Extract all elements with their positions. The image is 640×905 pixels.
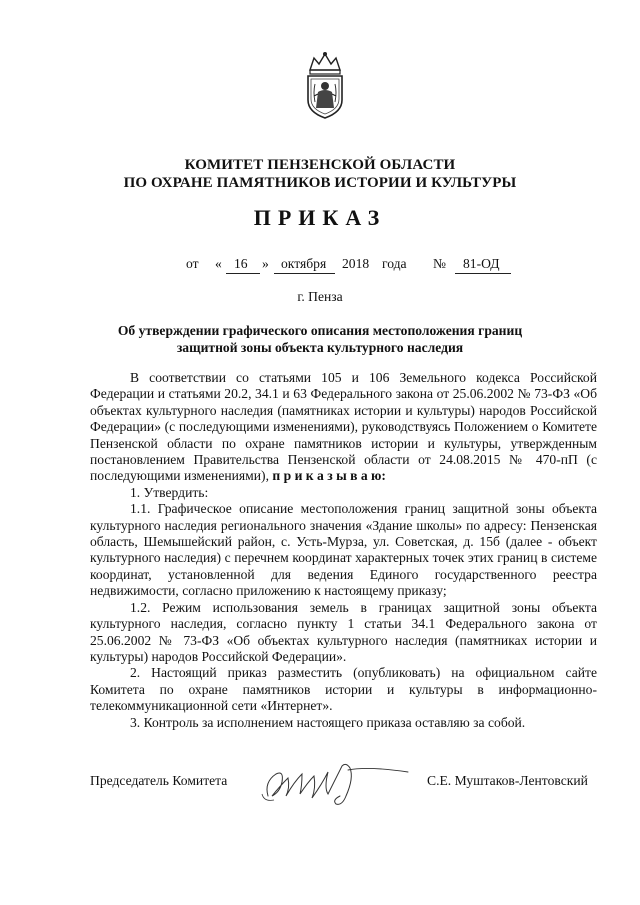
item-2: 2. Настоящий приказ разместить (опубликовать) на официальном сайте Комитета по охране памятников истории и культуры в информационно-телекоммуникационной сети «Интернет». (90, 665, 597, 714)
item-1-2: 1.2. Режим использования земель в границах защитной зоны объекта культурного наследия, согласно пункту 1 статьи 34.1 Федерального закона от 25.06.2002 № 73-ФЗ «Об объектах культурного наследия (памятниках истории и культуры) народов Российской Федерации». (90, 599, 597, 664)
handwritten-signature (258, 752, 418, 812)
date-month: октября (281, 256, 327, 271)
order-word: п р и к а з ы в а ю: (272, 468, 386, 484)
date-year: 2018 (342, 256, 370, 271)
document-body (90, 370, 597, 731)
from-label: от (186, 256, 199, 271)
item-1: 1. Утвердить: (130, 484, 209, 500)
document-subject: Об утверждении графического описания местоположения границ защитной зоны объекта культурного наследия (117, 323, 523, 355)
date-day: 16 (234, 256, 248, 271)
preamble-paragraph (90, 370, 597, 485)
signatory-position: Председатель Комитета (90, 773, 228, 788)
day-underline (226, 273, 260, 274)
document-type-title: ПРИКАЗ (253, 205, 387, 230)
quote-close: » (262, 256, 269, 271)
organization-name-line2: ПО ОХРАНЕ ПАМЯТНИКОВ ИСТОРИИ И КУЛЬТУРЫ (123, 175, 517, 191)
quote-open: « (215, 256, 222, 271)
coat-of-arms-icon (296, 50, 354, 122)
city-line: г. Пенза (297, 289, 343, 304)
number-sign: № (433, 256, 446, 271)
month-underline (274, 273, 335, 274)
item-1-1: 1.1. Графическое описание местоположения границ защитной зоны объекта культурного наследия регионального значения «Здание школы» по адресу: Пензенская область, Шемышейский район, с. Усть-Мурза, ул. Советская, д. 15б (далее - объект культурного наследия) с перечнем координат характерных точек этих границ в системе координат, установленной для ведения Единого государственного реестра недвижимости, согласно приложению к настоящему приказу; (90, 501, 597, 599)
item-3: 3. Контроль за исполнением настоящего приказа оставляю за собой. (130, 714, 526, 730)
document-number: 81-ОД (463, 256, 500, 271)
organization-name-line1: КОМИТЕТ ПЕНЗЕНСКОЙ ОБЛАСТИ (184, 157, 456, 173)
year-label: года (382, 256, 407, 271)
preamble-text: В соответствии со статьями 105 и 106 Земельного кодекса Российской Федерации и статьями 20.2, 34.1 и 63 Федерального закона от 25.06.2002 № 73-ФЗ «Об объектах культурного наследия (памятниках истории и культуры) народов Российской Федерации» (с последующими изменениями), руководствуясь Положением о Комитете Пензенской области по охране памятников истории и культуры, утвержденным постановлением Правительства Пензенской области от 24.08.2015 № 470-пП (с последующими изменениями), (90, 370, 597, 484)
signatory-name: С.Е. Муштаков-Лентовский (427, 773, 588, 788)
number-underline (455, 273, 511, 274)
